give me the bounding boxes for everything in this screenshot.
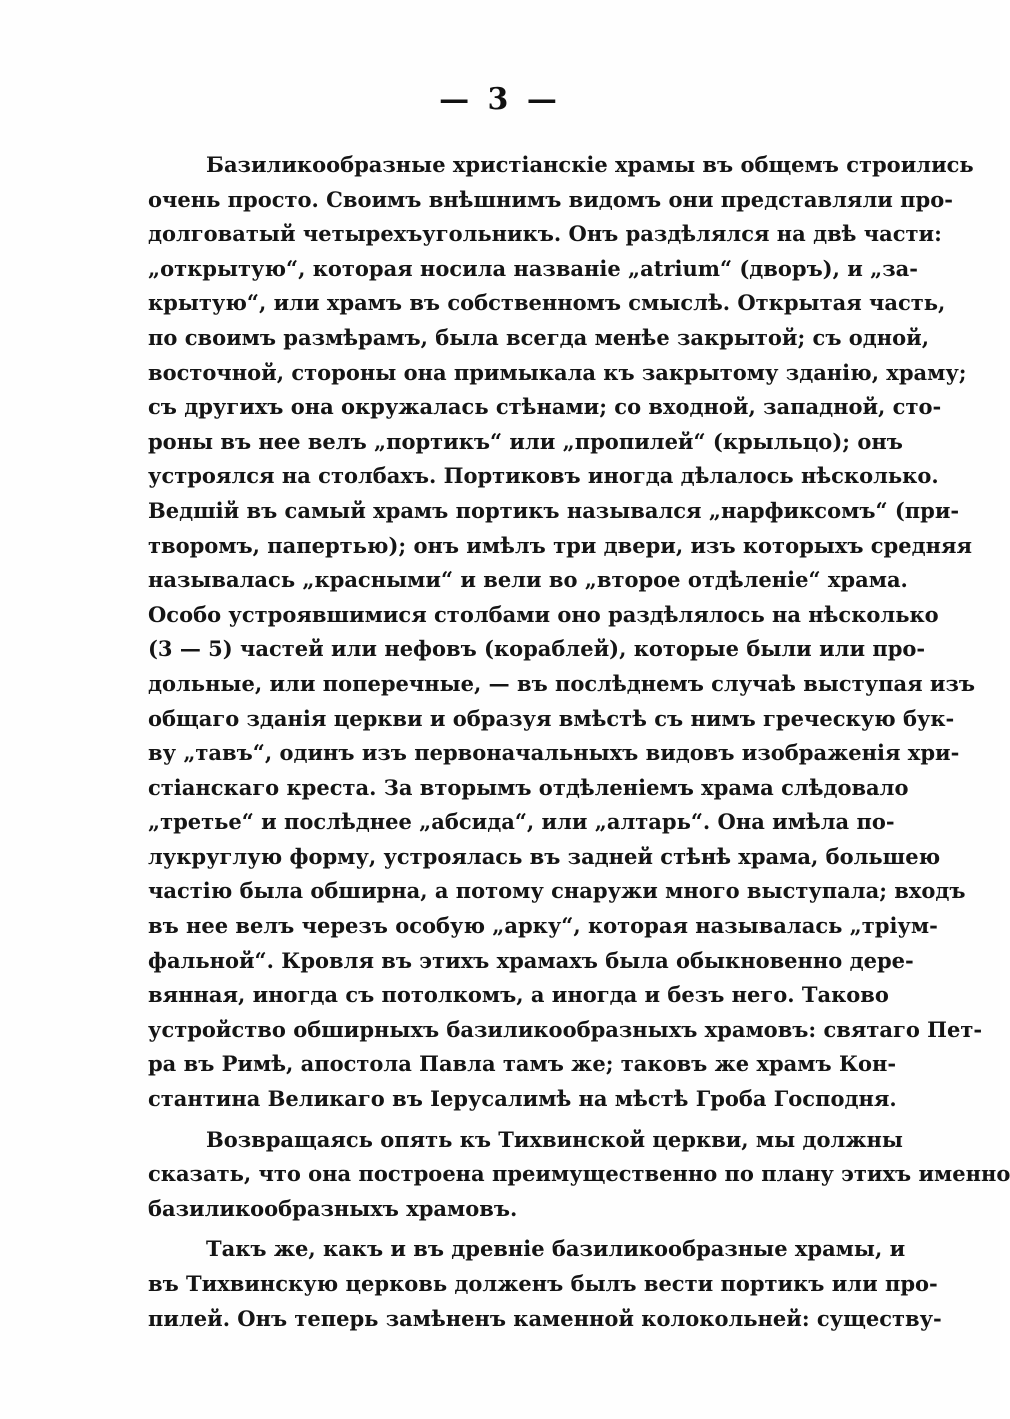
page-number: — 3 —	[439, 82, 561, 117]
text-line: творомъ, папертью); онъ имѣлъ три двери, изъ которыхъ средняя	[148, 532, 972, 558]
text-line: общаго зданія церкви и образуя вмѣстѣ съ нимъ греческую бук-	[148, 705, 955, 731]
text-line: съ другихъ она окружалась стѣнами; со входной, западной, сто-	[148, 394, 942, 420]
paragraph-3	[148, 1232, 942, 1336]
body-text	[148, 148, 1010, 1336]
text-line: Особо устроявшимися столбами оно раздѣлялось на нѣсколько	[148, 601, 939, 627]
text-line: роны въ нее велъ „портикъ“ или „пропилей“ (крыльцо); онъ	[148, 428, 903, 454]
text-line: устройство обширныхъ базиликообразныхъ храмовъ: святаго Пет-	[148, 1016, 983, 1042]
text-line: ву „тавъ“, одинъ изъ первоначальныхъ видовъ изображенія хри-	[148, 740, 960, 766]
paragraph-1	[148, 148, 983, 1117]
text-line: „третье“ и послѣднее „абсида“, или „алтарь“. Она имѣла по-	[148, 809, 895, 835]
text-line: Возвращаясь опять къ Тихвинской церкви, мы должны	[206, 1126, 903, 1152]
text-line: дольные, или поперечные, — въ послѣднемъ случаѣ выступая изъ	[148, 670, 975, 696]
text-line: „открытую“, которая носила названіе „atrium“ (дворъ), и „за-	[148, 255, 918, 281]
text-line: Такъ же, какъ и въ древніе базиликообразные храмы, и	[206, 1236, 906, 1262]
text-line: пилей. Онъ теперь замѣненъ каменной колокольней: существу-	[148, 1305, 942, 1331]
text-line: лукруглую форму, устроялась въ задней стѣнѣ храма, большею	[148, 843, 941, 869]
text-line: устроялся на столбахъ. Портиковъ иногда дѣлалось нѣсколько.	[148, 463, 939, 489]
text-line: ра въ Римѣ, апостола Павла тамъ же; таковъ же храмъ Кон-	[148, 1051, 897, 1077]
paragraph-2	[148, 1123, 1010, 1227]
text-line: по своимъ размѣрамъ, была всегда менѣе закрытой; съ одной,	[148, 324, 930, 350]
text-line: вянная, иногда съ потолкомъ, а иногда и безъ него. Таково	[148, 982, 889, 1008]
text-line: сказать, что она построена преимущественно по плану этихъ именно	[148, 1161, 1010, 1187]
text-line: въ нее велъ черезъ особую „арку“, которая называлась „тріум-	[148, 913, 938, 939]
text-line: очень просто. Своимъ внѣшнимъ видомъ они представляли про-	[148, 186, 953, 212]
text-line: (3 — 5) частей или нефовъ (кораблей), которые были или про-	[148, 636, 926, 662]
text-line: долговатый четырехъугольникъ. Онъ раздѣлялся на двѣ части:	[148, 221, 942, 247]
text-line: крытую“, или храмъ въ собственномъ смыслѣ. Открытая часть,	[148, 290, 946, 316]
text-line: въ Тихвинскую церковь долженъ былъ вести портикъ или про-	[148, 1271, 938, 1296]
text-line: частію была обширна, а потому снаружи много выступала; входъ	[148, 878, 966, 904]
text-line: стантина Великаго въ Іерусалимѣ на мѣстѣ Гроба Господня.	[148, 1086, 897, 1112]
text-line: Базиликообразные христіанскіе храмы въ общемъ строились	[206, 152, 974, 177]
text-line: базиликообразныхъ храмовъ.	[148, 1195, 518, 1221]
text-line: фальной“. Кровля въ этихъ храмахъ была обыкновенно дере-	[148, 947, 914, 973]
text-line: восточной, стороны она примыкала къ закрытому зданію, храму;	[148, 359, 967, 385]
text-line: Ведшій въ самый храмъ портикъ назывался „нарфиксомъ“ (при-	[148, 497, 960, 523]
text-line: называлась „красными“ и вели во „второе отдѣленіе“ храма.	[148, 567, 908, 593]
text-line: стіанскаго креста. За вторымъ отдѣленіемъ храма слѣдовало	[148, 774, 909, 800]
